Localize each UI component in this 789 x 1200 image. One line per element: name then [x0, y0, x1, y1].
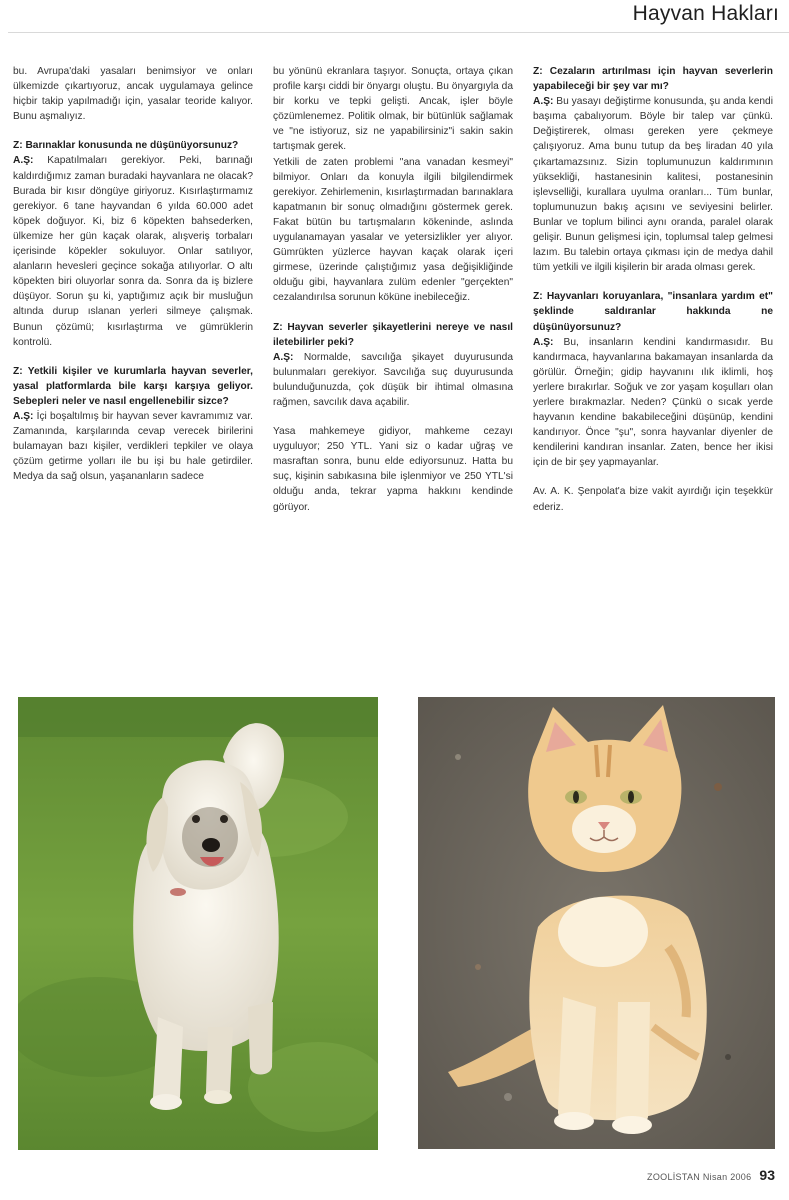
page-footer [647, 1167, 775, 1185]
answer-text: Bu yasayı değiştirme konusunda, şu anda kendi başıma çabalıyorum. Böyle bir talep var çünkü. Değiştirerek, olması gereken yere çekmeye çalışıyoruz. Ama bunu tutup da beş liradan 40 yıla çıkartamazsınız. Sizin toplumunuzun kaldırımının yüksekliği, hastanesinin kalitesi, postanesinin işlevselliği, kurallara uyulma oranları... Tüm bunlar, toplumunuzun bakış açısını ve seviyesini belirler. Bunlar ve toplum bilinci aynı oranda, paralel olarak gelişir. Bunun gelişmesi için, toplumsal talep gelmesi lazım. Bu talebin ortaya çıkması için de medya dahil tüm yetkili ve ilgili kişilerin bir arada olması gerek. [533, 96, 773, 274]
cat-illustration [418, 697, 775, 1149]
answer-shelters [13, 153, 253, 349]
answer-critics [533, 335, 773, 471]
question-penalties: Z: Cezaların artırılması için hayvan severlerin yapabileceği bir şey var mı? [533, 66, 773, 93]
answer-penalties [533, 94, 773, 275]
question-critics: Z: Hayvanları koruyanlara, "insanlara yardım et" şeklinde saldıranlar hakkında ne düşünüyorsunuz? [533, 291, 773, 333]
paragraph-officials: Yetkili de zaten problemi "ana vanadan kesmeyi" bilmiyor. Onları da konuyla ilgili bilgilendirmek gerekiyor. Zehirlemenin, kısırlaştırmadan barınaklara kapatmanın bir sonuç olmadığını göstermek gerek. Fakat bütün bu tartışmaların kökeninde, aslında uygulanamayan yasalar ve yetersizlikler yer alıyor. Gümrükten yüzlerce hayvan kaçak olarak içeri girmese, üzerinde çalıştığımız yasa değişikliğinde olduğu gibi, hayvanlara zulüm edenler "gerçekten" cezalandırılsa sorunun köküne inebileceğiz. [273, 156, 513, 304]
answer-speaker: A.Ş: [533, 336, 554, 348]
question-complaints: Z: Hayvan severler şikayetlerini nereye ve nasıl iletebilirler peki? [273, 321, 513, 348]
article-column-3 [533, 64, 773, 529]
dog-photo [18, 697, 378, 1150]
answer-authorities [13, 409, 253, 484]
magazine-issue: ZOOLİSTAN Nisan 2006 [647, 1172, 752, 1182]
answer-text: Kapatılmaları gerekiyor. Peki, barınağı kaldırdığımız zaman buradaki hayvanlara ne olacak? Burada bir kısır döngüye giriyoruz. Kısırlaştırmamız gerekiyor. 6 tane hayvandan 6 yılda 60.000 adet köpek doğuyor. Ki, biz 6 köpekten bahsederken, ülkemize her gün kaçak olarak, alışveriş torbaları içerisinde köpekler sokuluyor. Onlar satılıyor, alanların hevesleri geçince sokağa atılıyorlar. O altı köpekten biri oluyorlar sonra da. Sonra da iş bizlere düşüyor. Sorun şu ki, yaptığımız açık bir musluğun altında durup ıslanan yerleri silmeye çalışmak. Bunun çözümü; kısırlaştırma ve gümrüklerin kontrolü. [13, 155, 253, 348]
header-divider [8, 32, 789, 33]
answer-speaker: A.Ş: [13, 410, 34, 422]
paragraph-continuation: bu yönünü ekranlara taşıyor. Sonuçta, ortaya çıkan profile karşı ciddi bir önyargı oluştu. Bu önyargıyla da bir korku ve tepki gelişti. Ancak, işler böyle çözümlenemez. Politik olmak, bir bütünlük sağlamak ve "ne istiyoruz, siz ne yapabilirsiniz"i sakin sakin tartışmak gerek. [273, 66, 513, 153]
section-title: Hayvan Hakları [632, 2, 779, 25]
cat-photo [418, 697, 775, 1149]
answer-text: İçi boşaltılmış bir hayvan sever kavramımız var. Zamanında, karşılarında cevap verecek birilerini bulamayan bazı kişiler, verdikleri tepkiler ve olaya çözüm getirme yolları ile bu işi bu hale getirdiler. Medya da sağ olsun, yaşananların sadece [13, 410, 253, 483]
answer-speaker: A.Ş: [273, 351, 294, 363]
article-column-2 [273, 64, 513, 529]
paragraph-intro: bu. Avrupa'daki yasaları benimsiyor ve onları ülkemizde çıkartıyoruz, ancak uygulamaya gelince hiçbir takip yapılmadığı için, yasalar teoride kalıyor. Bunu aşmalıyız. [13, 66, 253, 123]
paragraph-penalty: Yasa mahkemeye gidiyor, mahkeme cezayı uyguluyor; 250 YTL. Yani siz o kadar uğraş ve masraftan sonra, bunu elde ediyorsunuz. Hatta bu suç, kişinin sabıkasına bile işlenmiyor ve 250 YTL'si olduğu anda, tekrar yapma hakkını kendinde görüyor. [273, 426, 513, 513]
answer-complaints [273, 350, 513, 410]
answer-speaker: A.Ş: [13, 155, 34, 167]
thanks-note: Av. A. K. Şenpolat'a bize vakit ayırdığı için teşekkür ederiz. [533, 486, 773, 513]
dog-illustration [18, 697, 378, 1150]
answer-text: Normalde, savcılığa şikayet duyurusunda bulunmaları gerekiyor. Savcılığa suç duyurusunda bulunduğunuzda, çok düşük bir ihtimal olmasına rağmen, savcılık dava açabilir. [273, 351, 513, 408]
answer-text: Bu, insanların kendini kandırmasıdır. Bu kandırmaca, hayvanlarına bakamayan insanlarda da görülür. Örneğin; gidip hayvanını ılık iklimli, hoş yerlere bırakırlar. Soğuk ve zor yaşam koşulları olan yerlere bırakmazlar. Neden? Çünkü o sıcak yerde hayvanın kendine bakabileceğini düşünüp, kendini kandırıyor. Önce "şu", sonra hayvanlar diyenler de kendilerini kandıran insanlar. Zaten, bence her ikisi için de bir şey yapmayanlar. [533, 336, 773, 469]
answer-speaker: A.Ş: [533, 96, 554, 108]
question-shelters: Z: Barınaklar konusunda ne düşünüyorsunuz? [13, 140, 239, 152]
question-authorities: Z: Yetkili kişiler ve kurumlarla hayvan severler, yasal platformlarda bile karşı karşıya geliyor. Sebepleri neler ve nasıl engellenebilir sizce? [13, 365, 253, 407]
article-column-1 [13, 64, 253, 498]
page-number: 93 [759, 1167, 775, 1183]
